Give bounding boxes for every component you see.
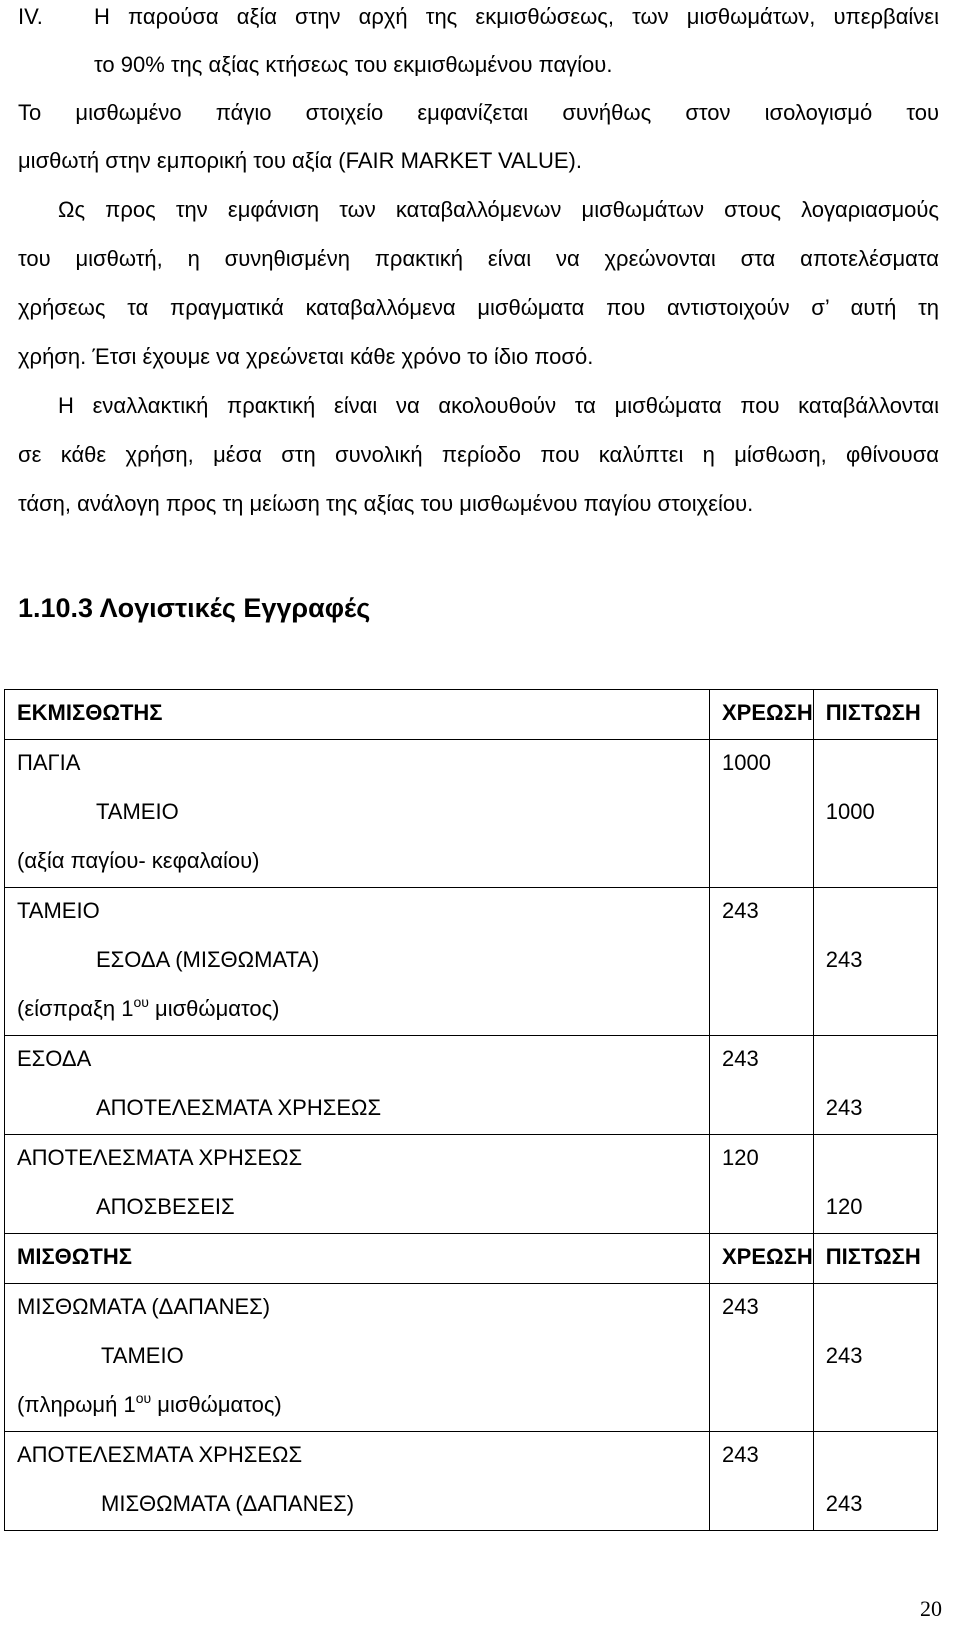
debit-account: ΜΙΣΘΩΜΑΤΑ (ΔΑΠΑΝΕΣ) [17, 1294, 271, 1319]
paragraph-line: σε κάθε χρήση, μέσα στη συνολική περίοδο που καλύπτει η μίσθωση, φθίνουσα [18, 442, 939, 467]
credit-amount: 243 [825, 947, 863, 972]
table-row [5, 1036, 938, 1135]
credit-account: ΤΑΜΕΙΟ [96, 799, 179, 824]
paragraph-line: Το μισθωμένο πάγιο στοιχείο εμφανίζεται συνήθως στον ισολογισμό του [18, 100, 939, 125]
debit-amount: 1000 [722, 750, 771, 775]
entry-note: (πληρωμή $1^{o\upsilon}$ μισθώματος) [17, 1390, 282, 1417]
credit-header: ΠΙΣΤΩΣΗ [813, 690, 937, 740]
debit-amount: 120 [722, 1145, 759, 1170]
lessee-header: ΜΙΣΘΩΤΗΣ [5, 1234, 710, 1284]
section-heading: 1.10.3 Λογιστικές Εγγραφές [18, 593, 371, 623]
table-row [5, 1432, 938, 1531]
credit-account: ΑΠΟΤΕΛΕΣΜΑΤΑ ΧΡΗΣΕΩΣ [96, 1095, 382, 1120]
paragraph-line: χρήση. Έτσι έχουμε να χρεώνεται κάθε χρόνο το ίδιο ποσό. [18, 344, 594, 369]
table-header-row [5, 1234, 938, 1284]
list-item-line: το 90% της αξίας κτήσεως του εκμισθωμένου παγίου. [94, 52, 613, 77]
debit-account: ΤΑΜΕΙΟ [17, 898, 100, 923]
debit-amount: 243 [722, 898, 759, 923]
credit-account: ΤΑΜΕΙΟ [101, 1343, 184, 1368]
debit-account: ΑΠΟΤΕΛΕΣΜΑΤΑ ΧΡΗΣΕΩΣ [17, 1442, 303, 1467]
table-header-row [5, 690, 938, 740]
credit-account: ΕΣΟΔΑ (ΜΙΣΘΩΜΑΤΑ) [96, 947, 320, 972]
lessor-header: ΕΚΜΙΣΘΩΤΗΣ [5, 690, 710, 740]
journal-entries-table [4, 689, 938, 1531]
paragraph-line: μισθωτή στην εμπορική του αξία (FAIR MARKET VALUE). [18, 148, 582, 173]
debit-header: ΧΡΕΩΣΗ [710, 1234, 814, 1284]
paragraph-line: Η εναλλακτική πρακτική είναι να ακολουθούν τα μισθώματα που καταβάλλονται [58, 393, 939, 418]
paragraph-line: τάση, ανάλογη προς τη μείωση της αξίας του μισθωμένου παγίου στοιχείου. [18, 491, 754, 516]
page-number: 20 [920, 1596, 942, 1621]
entry-note: (είσπραξη $1^{o\upsilon}$ μισθώματος) [17, 994, 280, 1021]
credit-amount: 243 [825, 1491, 863, 1516]
debit-account: ΕΣΟΔΑ [17, 1046, 92, 1071]
credit-account: ΑΠΟΣΒΕΣΕΙΣ [96, 1194, 235, 1219]
table-row [5, 740, 938, 888]
credit-amount: 243 [825, 1095, 863, 1120]
debit-amount: 243 [722, 1046, 759, 1071]
table-row [5, 888, 938, 1036]
paragraph-line: Ως προς την εμφάνιση των καταβαλλόμενων μισθωμάτων στους λογαριασμούς [58, 197, 939, 222]
credit-amount: 1000 [825, 799, 875, 824]
debit-amount: 243 [722, 1294, 759, 1319]
credit-header: ΠΙΣΤΩΣΗ [813, 1234, 937, 1284]
paragraph-line: χρήσεως τα πραγματικά καταβαλλόμενα μισθώματα που αντιστοιχούν σ’ αυτή τη [18, 295, 939, 320]
table-row [5, 1284, 938, 1432]
debit-account: ΑΠΟΤΕΛΕΣΜΑΤΑ ΧΡΗΣΕΩΣ [17, 1145, 303, 1170]
debit-account: ΠΑΓΙΑ [17, 750, 81, 775]
paragraph-line: του μισθωτή, η συνηθισμένη πρακτική είναι να χρεώνονται στα αποτελέσματα [18, 246, 939, 271]
entry-note: (αξία παγίου- κεφαλαίου) [17, 848, 260, 873]
list-item-line: Η παρούσα αξία στην αρχή της εκμισθώσεως, των μισθωμάτων, υπερβαίνει [94, 4, 939, 29]
credit-amount: 120 [825, 1194, 863, 1219]
table-row [5, 1135, 938, 1234]
debit-amount: 243 [722, 1442, 759, 1467]
credit-account: ΜΙΣΘΩΜΑΤΑ (ΔΑΠΑΝΕΣ) [101, 1491, 355, 1516]
list-item-number: IV. [18, 4, 43, 29]
debit-header: ΧΡΕΩΣΗ [710, 690, 814, 740]
credit-amount: 243 [825, 1343, 863, 1368]
